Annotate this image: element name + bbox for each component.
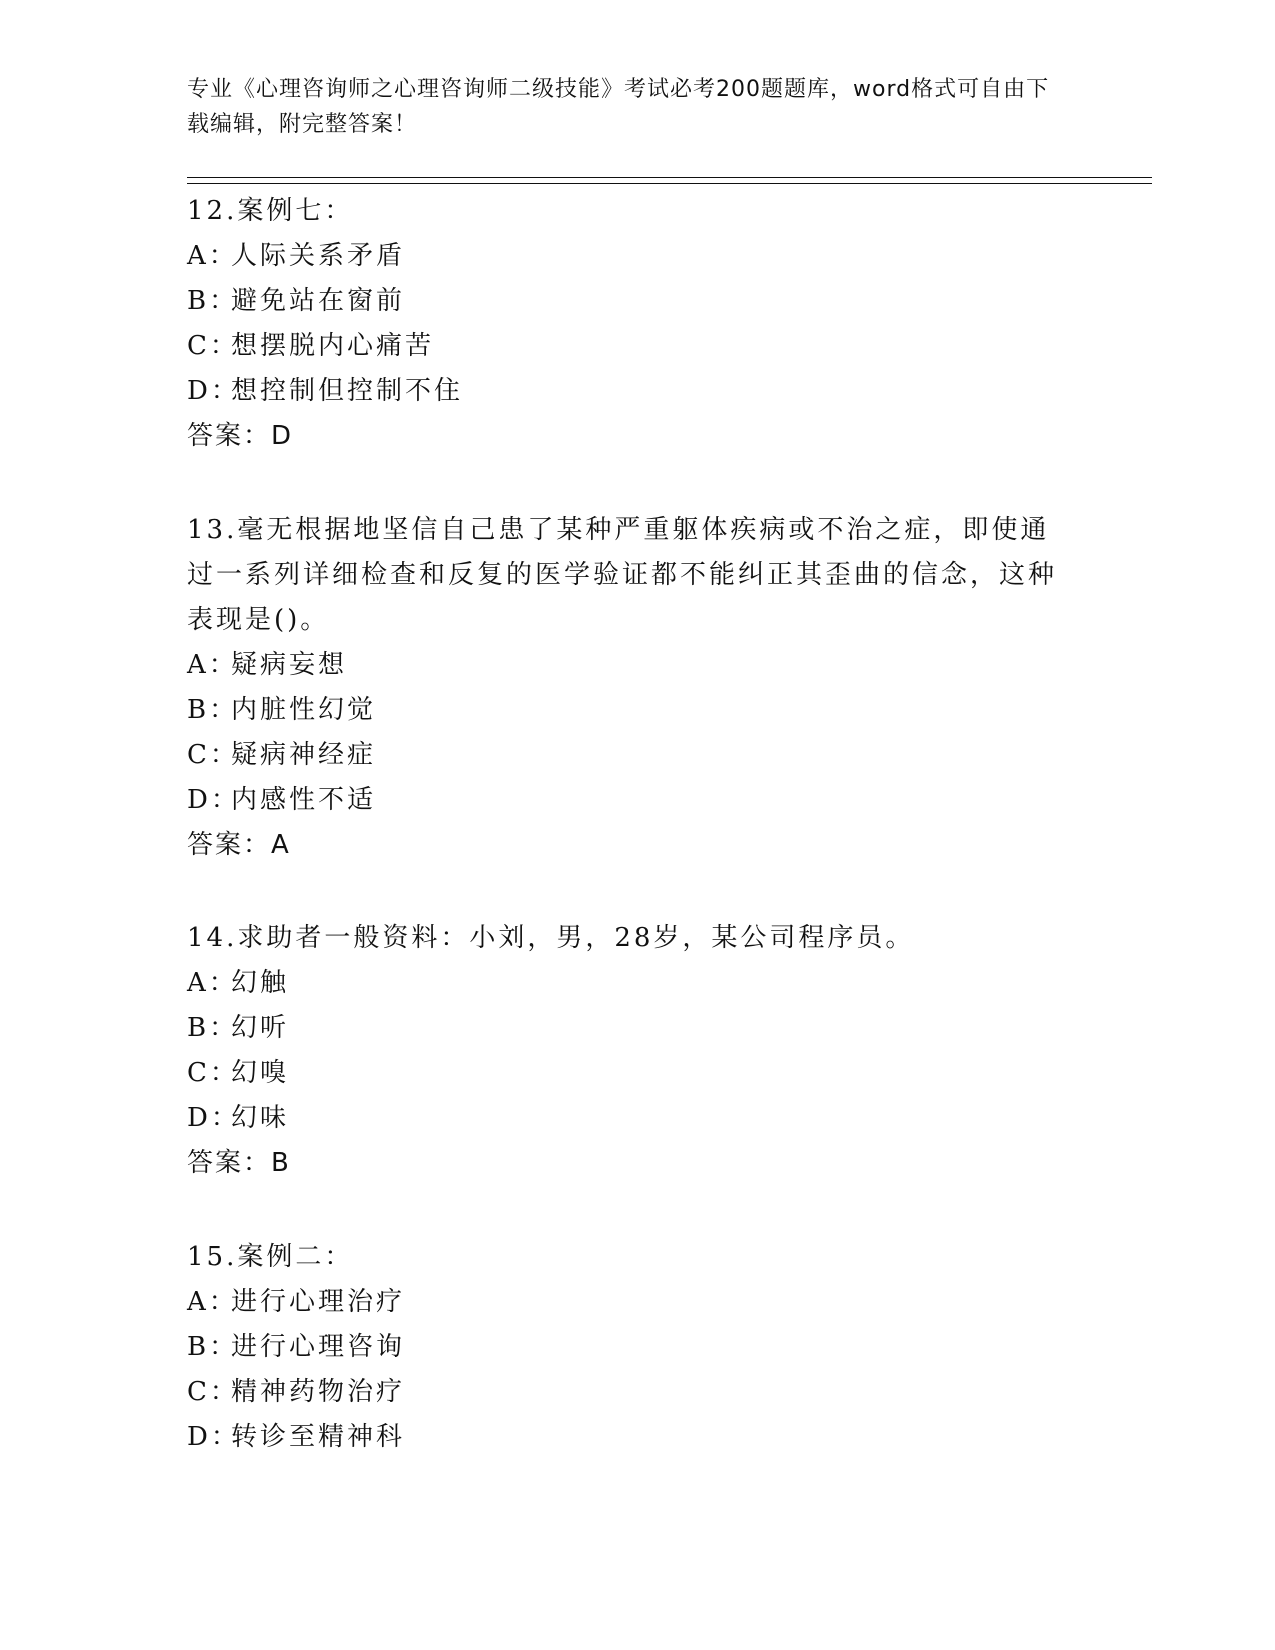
option-text: 疑病神经症 xyxy=(231,740,377,770)
option-letter: B： xyxy=(187,695,239,725)
question-12 xyxy=(187,189,1087,459)
option-text: 想摆脱内心痛苦 xyxy=(231,331,435,361)
option-letter: D： xyxy=(187,376,240,406)
option-b xyxy=(187,1006,1087,1051)
option-text: 进行心理咨询 xyxy=(231,1332,406,1362)
option-letter: B： xyxy=(187,1332,239,1362)
option-letter: D： xyxy=(187,785,240,815)
option-a xyxy=(187,1280,1087,1325)
option-text: 内感性不适 xyxy=(231,785,377,815)
option-letter: C： xyxy=(187,740,239,770)
option-d xyxy=(187,369,1087,414)
option-text: 内脏性幻觉 xyxy=(231,695,377,725)
option-text: 想控制但控制不住 xyxy=(231,376,464,406)
option-letter: D： xyxy=(187,1103,240,1133)
option-c xyxy=(187,1051,1087,1096)
option-text: 幻嗅 xyxy=(231,1058,290,1088)
answer-line: 答案：A xyxy=(187,830,291,860)
option-d xyxy=(187,778,1087,823)
option-letter: C： xyxy=(187,331,239,361)
option-text: 疑病妄想 xyxy=(231,650,348,680)
option-text: 幻触 xyxy=(231,968,290,998)
question-stem: 15.案例二： xyxy=(187,1242,354,1272)
question-14 xyxy=(187,916,1087,1186)
option-text: 转诊至精神科 xyxy=(231,1422,406,1452)
question-15 xyxy=(187,1235,1087,1460)
option-b xyxy=(187,688,1087,733)
option-letter: A： xyxy=(187,241,238,271)
question-stem: 14.求助者一般资料：小刘，男，28岁，某公司程序员。 xyxy=(187,923,915,953)
document-intro: 专业《心理咨询师之心理咨询师二级技能》考试必考200题题库，word格式可自由下载编辑，附完整答案！ xyxy=(187,77,1050,137)
option-letter: B： xyxy=(187,1013,239,1043)
option-a xyxy=(187,643,1087,688)
question-stem: 13.毫无根据地坚信自己患了某种严重躯体疾病或不治之症，即使通过一系列详细检查和反复的医学验证都不能纠正其歪曲的信念，这种表现是()。 xyxy=(187,515,1058,635)
option-a xyxy=(187,961,1087,1006)
option-b xyxy=(187,1325,1087,1370)
option-b xyxy=(187,279,1087,324)
option-d xyxy=(187,1415,1087,1460)
answer-line: 答案：D xyxy=(187,421,294,451)
option-c xyxy=(187,324,1087,369)
header-divider-bottom xyxy=(187,183,1152,184)
option-text: 人际关系矛盾 xyxy=(231,241,406,271)
option-text: 精神药物治疗 xyxy=(231,1377,406,1407)
option-letter: C： xyxy=(187,1058,239,1088)
option-d xyxy=(187,1096,1087,1141)
option-letter: D： xyxy=(187,1422,240,1452)
question-13 xyxy=(187,508,1087,868)
option-letter: A： xyxy=(187,968,238,998)
option-c xyxy=(187,733,1087,778)
option-text: 进行心理治疗 xyxy=(231,1287,406,1317)
answer-line: 答案：B xyxy=(187,1148,291,1178)
option-text: 避免站在窗前 xyxy=(231,286,406,316)
option-a xyxy=(187,234,1087,279)
option-text: 幻听 xyxy=(231,1013,290,1043)
option-letter: C： xyxy=(187,1377,239,1407)
option-c xyxy=(187,1370,1087,1415)
question-stem: 12.案例七： xyxy=(187,196,354,226)
option-text: 幻味 xyxy=(231,1103,290,1133)
option-letter: A： xyxy=(187,650,238,680)
header-divider-top xyxy=(187,177,1152,178)
option-letter: B： xyxy=(187,286,239,316)
option-letter: A： xyxy=(187,1287,238,1317)
